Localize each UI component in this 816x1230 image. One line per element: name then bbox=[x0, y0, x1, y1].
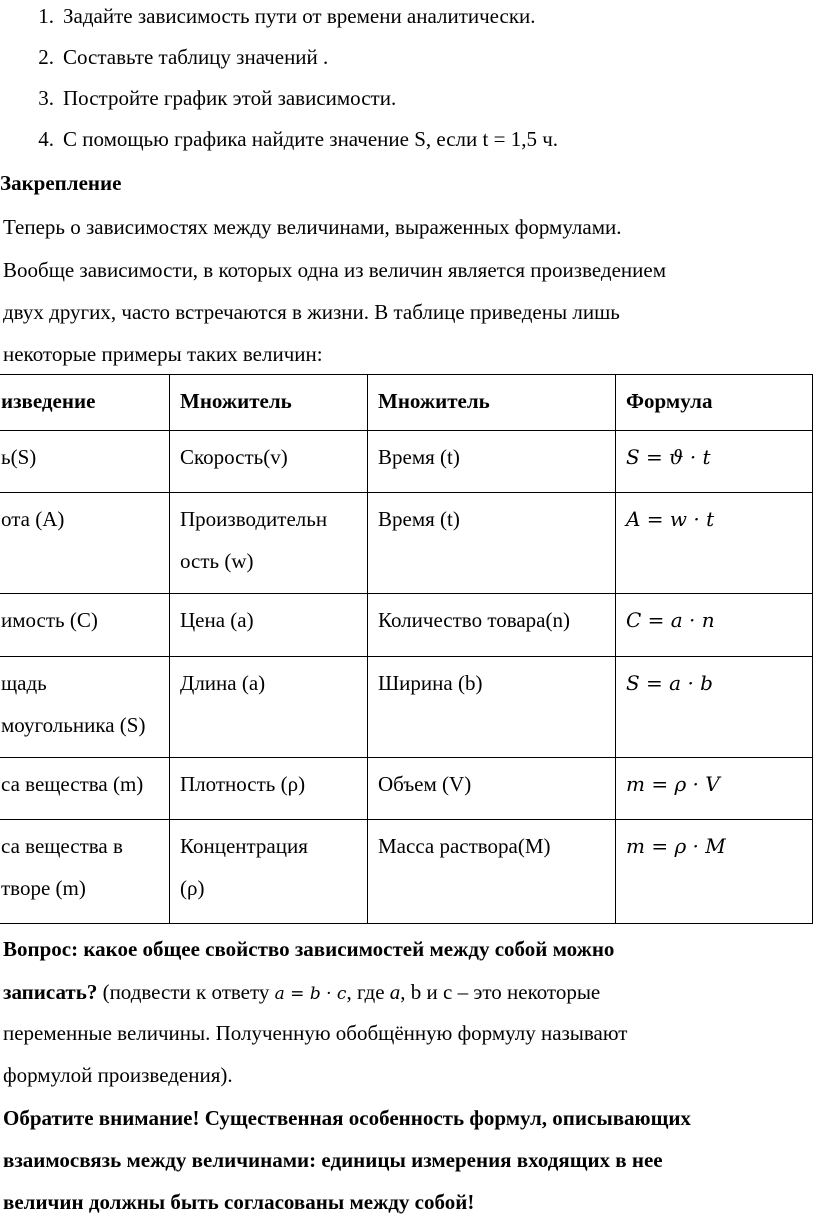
question-text: (подвести к ответу bbox=[97, 980, 275, 1004]
table-row bbox=[0, 820, 813, 924]
list-number: 1. bbox=[38, 4, 54, 28]
paragraph-line: Теперь о зависимостях между величинами, выраженных формулами. bbox=[3, 215, 622, 239]
cell-text: Количество товара(n) bbox=[378, 608, 570, 632]
question-text: , где bbox=[346, 980, 390, 1004]
formula: S = a · b bbox=[626, 671, 713, 695]
table-cell bbox=[616, 594, 813, 657]
cell-text: ота (A) bbox=[1, 507, 65, 531]
cell-text: (ρ) bbox=[180, 876, 205, 900]
table-cell bbox=[616, 820, 813, 924]
table-cell bbox=[368, 493, 616, 594]
cell-text: Длина (a) bbox=[180, 671, 266, 695]
cell-text: Масса раствора(M) bbox=[378, 834, 551, 858]
formula: m = ρ · V bbox=[626, 772, 720, 796]
table-cell bbox=[170, 431, 368, 493]
question-line bbox=[3, 980, 600, 1005]
list-number: 4. bbox=[38, 127, 54, 151]
list-text: Задайте зависимость пути от времени аналитически. bbox=[63, 4, 536, 28]
formula: S = ϑ · t bbox=[626, 445, 711, 469]
table-cell bbox=[0, 493, 170, 594]
question-text: , b и c – это некоторые bbox=[400, 980, 601, 1004]
question-line: формулой произведения). bbox=[3, 1063, 233, 1087]
table-cell bbox=[0, 657, 170, 758]
table-cell bbox=[170, 758, 368, 820]
question-bold: записать? bbox=[3, 980, 98, 1004]
cell-text: щадь bbox=[1, 671, 47, 695]
list-number: 3. bbox=[38, 86, 54, 110]
cell-text: имость (C) bbox=[1, 608, 98, 632]
table-row bbox=[0, 493, 813, 594]
table-header-row bbox=[0, 375, 813, 431]
cell-text: Скорость(v) bbox=[180, 445, 288, 469]
cell-text: моугольника (S) bbox=[1, 713, 146, 737]
table-row bbox=[0, 657, 813, 758]
cell-text: Цена (a) bbox=[180, 608, 254, 632]
cell-text: Объем (V) bbox=[378, 772, 472, 796]
list-text: Составьте таблицу значений . bbox=[63, 45, 329, 69]
question-var: a bbox=[389, 980, 401, 1004]
table-cell bbox=[0, 758, 170, 820]
product-formulas-table bbox=[0, 374, 813, 924]
table-cell bbox=[616, 493, 813, 594]
list-number: 2. bbox=[38, 45, 54, 69]
table-cell bbox=[368, 657, 616, 758]
cell-text: ь(S) bbox=[1, 445, 37, 469]
cell-text: Концентрация bbox=[180, 834, 308, 858]
table-cell bbox=[170, 657, 368, 758]
table-cell bbox=[0, 820, 170, 924]
table-cell bbox=[368, 431, 616, 493]
note-line: Обратите внимание! Существенная особенность формул, описывающих bbox=[3, 1106, 691, 1130]
cell-text: са вещества (m) bbox=[1, 772, 144, 796]
cell-text: Плотность (ρ) bbox=[180, 772, 306, 796]
cell-text: ость (w) bbox=[180, 549, 254, 573]
table-cell bbox=[368, 758, 616, 820]
header-cell: Множитель bbox=[368, 375, 616, 431]
header-cell: Множитель bbox=[170, 375, 368, 431]
table-cell bbox=[170, 820, 368, 924]
cell-text: са вещества в bbox=[1, 834, 123, 858]
cell-text: Производительн bbox=[180, 507, 328, 531]
list-text: С помощью графика найдите значение S, если t = 1,5 ч. bbox=[63, 127, 559, 151]
section-heading: Закрепление bbox=[0, 171, 122, 195]
table-cell bbox=[616, 657, 813, 758]
cell-text: творе (m) bbox=[1, 876, 86, 900]
paragraph-line: двух других, часто встречаются в жизни. В таблице приведены лишь bbox=[3, 300, 620, 324]
table-cell bbox=[0, 431, 170, 493]
question-line: переменные величины. Полученную обобщённую формулу называют bbox=[3, 1021, 628, 1045]
cell-text: Время (t) bbox=[378, 445, 460, 469]
table-row bbox=[0, 594, 813, 657]
paragraph-line: Вообще зависимости, в которых одна из величин является произведением bbox=[3, 258, 667, 282]
table-cell bbox=[170, 493, 368, 594]
note-line: величин должны быть согласованы между собой! bbox=[3, 1190, 475, 1214]
formula: m = ρ · M bbox=[626, 834, 726, 858]
formula: a = b · c bbox=[274, 984, 347, 1004]
table-cell bbox=[0, 594, 170, 657]
table-cell bbox=[170, 594, 368, 657]
table-row bbox=[0, 758, 813, 820]
table-cell bbox=[368, 594, 616, 657]
table-row bbox=[0, 431, 813, 493]
header-cell: изведение bbox=[0, 375, 170, 431]
question-line: Вопрос: какое общее свойство зависимостей между собой можно bbox=[3, 937, 615, 961]
cell-text: Время (t) bbox=[378, 507, 460, 531]
list-text: Постройте график этой зависимости. bbox=[63, 86, 397, 110]
cell-text: Ширина (b) bbox=[378, 671, 483, 695]
paragraph-line: некоторые примеры таких величин: bbox=[3, 342, 323, 366]
formula: C = a · n bbox=[626, 608, 715, 632]
note-line: взаимосвязь между величинами: единицы измерения входящих в нее bbox=[3, 1148, 663, 1172]
table-cell bbox=[616, 431, 813, 493]
header-cell: Формула bbox=[616, 375, 813, 431]
formula: A = w · t bbox=[626, 507, 715, 531]
table-cell bbox=[368, 820, 616, 924]
table-cell bbox=[616, 758, 813, 820]
